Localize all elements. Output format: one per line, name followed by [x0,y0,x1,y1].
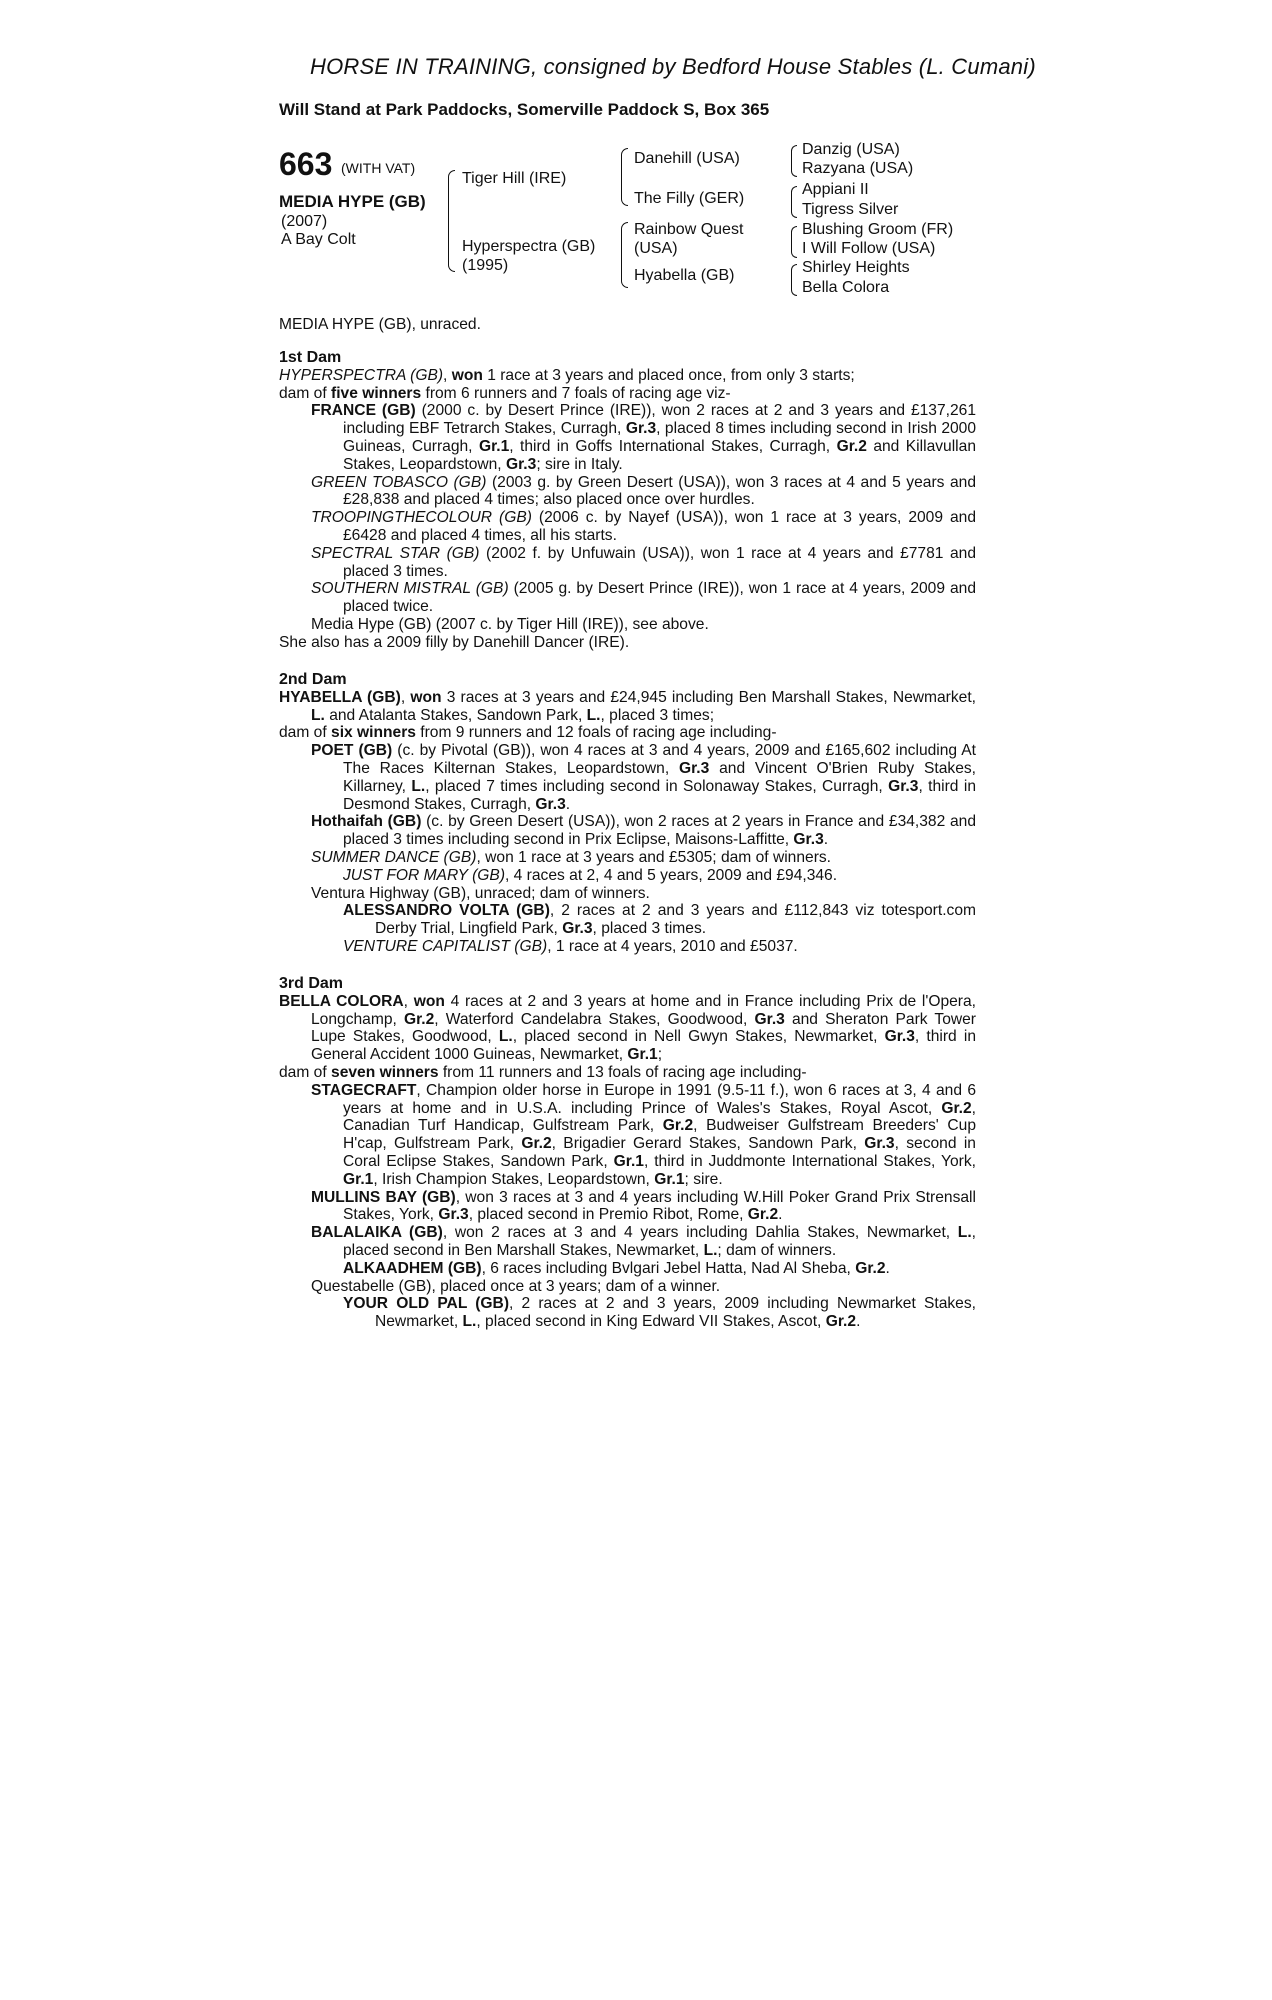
grade-label: Gr.2 [825,1313,857,1331]
pedigree-brace [791,264,797,296]
produce-name: Hothaifah (GB) [311,813,422,831]
produce-text: , won 3 races at 3 and 4 years including W.Hill Poker Grand Prix Strensall Stakes, York, [343,1188,976,1224]
grand-produce-entry [279,867,976,885]
listed-label: L. [586,706,601,724]
grade-label: Gr.2 [836,437,867,455]
produce-text: , Irish Champion Stakes, Leopardstown, [373,1170,655,1188]
dam-name: HYABELLA (GB) [279,688,401,706]
produce-text: (c. by Pivotal (GB)), won 4 races at 3 and 4 years, 2009 and £165,602 including At The Races Kilternan Stakes, Leopardstown, [343,742,976,777]
produce-entry: Ventura Highway (GB), unraced; dam of winners. [311,884,650,902]
dam-record: BELLA COLORA, won 4 races at 2 and 3 years at home and in France including Prix de l'Opera, Longchamp, Gr.2, Waterford Candelabra Stakes, Goodwood, Gr.3 and Sheraton Park Tower Lupe Stakes, Goodwood, L., placed second in Nell Gwyn Stakes, Newmarket, Gr.3, third in General Accident 1000 Guineas, Newmarket, Gr.1; [279,992,977,1064]
grand-produce-entry [279,938,976,956]
produce-text: , placed second in Ben Marshall Stakes, Newmarket, [343,1224,976,1259]
produce-text: ; sire in Italy. [536,455,623,473]
pedigree-sire: Tiger Hill (IRE) [462,170,567,187]
pedigree-ssd: Razyana (USA) [802,160,914,177]
produce-text: ; dam of winners. [717,1241,837,1259]
produce-entry [279,1082,976,1189]
grade-label: Gr.1 [613,1152,644,1170]
produce-text: , 6 races including Bvlgari Jebel Hatta, Nad Al Sheba, [481,1259,856,1277]
produce-name: VENTURE CAPITALIST (GB) [343,937,548,955]
produce-name: SUMMER DANCE (GB) [311,848,477,866]
pedigree-brace [791,226,797,258]
dam-produce-summary [279,1064,976,1082]
dam-record: HYABELLA (GB), won 3 races at 3 years and £24,945 including Ben Marshall Stakes, Newmarket, L. and Atalanta Stakes, Sandown Park, L., placed 3 times; [279,688,977,724]
produce-text: (2003 g. by Green Desert (USA)), won 3 races at 4 and 5 years and £28,838 and placed 4 times; also placed once over hurdles. [343,473,976,509]
won-label: won [413,992,445,1010]
runners-text: from 11 runners and 13 foals of racing age including- [438,1063,807,1081]
produce-entry [279,474,976,510]
pedigree-dss: Blushing Groom (FR) [802,221,954,238]
grade-label: Gr.3 [562,920,593,938]
dam-record-text: , placed 3 times; [600,706,715,724]
extra-produce-note: She also has a 2009 filly by Danehill Dancer (IRE). [279,633,630,651]
horse-year: (2007) [281,213,328,230]
produce-name: BALALAIKA (GB) [311,1224,443,1242]
winners-count: seven winners [331,1063,439,1081]
produce-name: POET (GB) [311,742,393,760]
pedigree-dds: Shirley Heights [802,259,910,276]
dam-record-text: 1 race at 3 years and placed once, from only 3 starts; [482,366,855,384]
produce-text: , Brigadier Gerard Stakes, Sandown Park, [551,1135,865,1153]
produce-text: , 2 races at 2 and 3 years and £112,843 viz totesport.com Derby Trial, Lingfield Park, [375,902,976,938]
produce-name: SOUTHERN MISTRAL (GB) [311,580,509,598]
grade-label: Gr.3 [793,831,824,849]
produce-text: , placed second in King Edward VII Stakes, Ascot, [476,1313,826,1331]
produce-text: ; sire. [684,1170,723,1188]
dam-record-text: , third in General Accident 1000 Guineas, Newmarket, [311,1028,977,1064]
produce-text: (2005 g. by Desert Prince (IRE)), won 1 race at 4 years, 2009 and placed twice. [343,580,976,616]
produce-name: YOUR OLD PAL (GB) [343,1295,510,1313]
produce-name: GREEN TOBASCO (GB) [311,473,487,491]
runners-text: from 6 runners and 7 foals of racing age viz- [421,384,731,402]
produce-text: (2002 f. by Unfuwain (USA)), won 1 race at 4 years and £7781 and placed 3 times. [343,544,976,580]
grade-label: Gr.1 [654,1170,685,1188]
produce-text: , third in Desmond Stakes, Curragh, [343,777,976,813]
first-dam-section [279,349,976,652]
produce-text: . [778,1206,783,1224]
grade-label: Gr.2 [747,1206,779,1224]
pedigree-sire-sire: Danehill (USA) [634,150,740,167]
dam-record-text: and Atalanta Stakes, Sandown Park, [324,706,587,724]
produce-text: . [565,795,571,813]
pedigree-dam-sire-country: (USA) [634,240,678,257]
produce-text: , 1 race at 4 years, 2010 and £5037. [547,937,798,955]
grade-label: Gr.1 [627,1046,658,1064]
dam-record-text: , Waterford Candelabra Stakes, Goodwood, [434,1010,755,1028]
horse-description: A Bay Colt [281,231,356,248]
produce-name: MULLINS BAY (GB) [311,1188,456,1206]
pedigree-brace [621,222,628,288]
produce-text: . [885,1259,890,1277]
second-dam-section [279,671,976,956]
grade-label: Gr.3 [754,1010,785,1028]
pedigree-dam: Hyperspectra (GB) [462,238,596,255]
pedigree-dam-dam: Hyabella (GB) [634,267,735,284]
produce-entry [279,1189,976,1225]
grade-label: Gr.2 [855,1259,886,1277]
grade-label: Gr.3 [535,795,566,813]
grade-label: Gr.2 [403,1010,435,1028]
produce-name: ALKAADHEM (GB) [343,1259,482,1277]
dam-of-label: dam of [279,724,332,742]
produce-entry: Media Hype (GB) (2007 c. by Tiger Hill (IRE)), see above. [311,615,709,633]
vat-label: (WITH VAT) [341,160,416,176]
pedigree-brace [621,148,628,206]
grand-produce-entry [279,1295,976,1331]
grade-label: Gr.3 [864,1135,895,1153]
unraced-summary: MEDIA HYPE (GB), unraced. [279,316,481,333]
produce-text: , 2 races at 2 and 3 years, 2009 including Newmarket Stakes, Newmarket, [375,1295,976,1331]
pedigree-dam-year: (1995) [462,257,509,274]
produce-text: , won 1 race at 3 years and £5305; dam of winners. [476,848,832,866]
produce-entry [279,1224,976,1260]
listed-label: L. [462,1313,477,1331]
pedigree-brace [448,170,455,272]
grade-label: Gr.3 [884,1028,915,1046]
listed-label: L. [498,1028,513,1046]
produce-text: , second in Coral Eclipse Stakes, Sandown Park, [343,1135,976,1170]
produce-name: TROOPINGTHECOLOUR (GB) [311,509,532,527]
produce-name: JUST FOR MARY (GB) [343,866,506,884]
produce-name: FRANCE (GB) [311,402,416,420]
runners-text: from 9 runners and 12 foals of racing age including- [415,724,777,742]
section-title: 1st Dam [279,349,342,366]
produce-text: and Killavullan Stakes, Leopardstown, [343,437,976,473]
consignor-heading: HORSE IN TRAINING, consigned by Bedford House Stables (L. Cumani) [310,54,1036,79]
section-title: 3rd Dam [279,975,344,992]
grade-label: Gr.2 [662,1117,694,1135]
pedigree-sire-dam: The Filly (GER) [634,190,745,207]
third-dam-section [279,975,976,1331]
produce-name: ALESSANDRO VOLTA (GB) [343,902,550,920]
produce-text: (2006 c. by Nayef (USA)), won 1 race at 3 years, 2009 and £6428 and placed 4 times, all his starts. [343,509,976,544]
produce-text: , placed second in Premio Ribot, Rome, [468,1206,748,1224]
listed-label: L. [411,777,426,795]
won-label: won [451,366,483,384]
produce-text: . [856,1313,861,1331]
produce-text: , won 2 races at 3 and 4 years including Dahlia Stakes, Newmarket, [442,1224,958,1242]
produce-name: SPECTRAL STAR (GB) [311,544,480,562]
produce-text: (c. by Green Desert (USA)), won 2 races at 2 years in France and £34,382 and placed 3 times including second in Prix Eclipse, Maisons-Laffitte, [343,813,976,849]
produce-text: , Budweiser Gulfstream Breeders' Cup H'cap, Gulfstream Park, [343,1117,976,1153]
winners-count: five winners [331,384,422,402]
pedigree-dam-sire: Rainbow Quest [634,221,744,238]
produce-text: , Canadian Turf Handicap, Gulfstream Park, [343,1099,976,1135]
grade-label: Gr.3 [888,777,919,795]
produce-entry [279,742,976,813]
listed-label: L. [703,1241,718,1259]
dam-record-text: 3 races at 3 years and £24,945 including Ben Marshall Stakes, Newmarket, [441,688,977,706]
pedigree-sdd: Tigress Silver [802,201,899,218]
lot-number: 663 [279,146,333,182]
produce-text: , placed 7 times including second in Solonaway Stakes, Curragh, [425,777,889,795]
winners-count: six winners [331,724,416,742]
dam-produce-summary [279,724,976,742]
dam-record-text: ; [657,1046,663,1064]
produce-text: . [823,831,829,849]
produce-text: , placed 8 times including second in Irish 2000 Guineas, Curragh, [343,420,977,455]
dam-record-text: 4 races at 2 and 3 years at home and in France including Prix de l'Opera, Longchamp, [311,992,976,1028]
grade-label: Gr.1 [478,437,510,455]
listed-label: L. [957,1224,972,1242]
produce-name: STAGECRAFT [311,1081,417,1099]
dam-name: BELLA COLORA [279,992,404,1010]
grand-produce-entry [279,1260,976,1278]
produce-text: and Vincent O'Brien Ruby Stakes, Killarney, [343,759,976,795]
grade-label: Gr.2 [521,1135,552,1153]
dam-record-text: and Sheraton Park Tower Lupe Stakes, Goodwood, [311,1010,977,1046]
produce-entry [279,545,976,581]
grade-label: Gr.2 [941,1099,972,1117]
produce-text: , third in Goffs International Stakes, Curragh, [509,437,837,455]
grade-label: Gr.3 [438,1206,469,1224]
produce-text: , Champion older horse in Europe in 1991 (9.5-11 f.), won 6 races at 3, 4 and 6 years at home and in U.S.A. including Prince of Wales's Stakes, Royal Ascot, [343,1081,976,1117]
grade-label: Gr.1 [343,1170,374,1188]
dam-produce-summary [279,385,976,403]
produce-entry [279,402,976,473]
dam-record: HYPERSPECTRA (GB), won 1 race at 3 years and placed once, from only 3 starts; [279,366,855,384]
dam-record-text: , placed second in Nell Gwyn Stakes, Newmarket, [512,1028,885,1046]
produce-text: (2000 c. by Desert Prince (IRE)), won 2 races at 2 and 3 years and £137,261 including EBF Tetrarch Stakes, Curragh, [343,402,976,438]
produce-entry [279,813,976,849]
produce-entry [279,580,976,616]
pedigree-ddd: Bella Colora [802,279,890,296]
pedigree-brace [791,186,797,218]
won-label: won [410,688,442,706]
pedigree-sss: Danzig (USA) [802,141,900,158]
produce-entry [279,849,976,867]
grade-label: Gr.3 [625,420,657,438]
dam-name: HYPERSPECTRA (GB) [279,366,444,384]
dam-of-label: dam of [279,384,332,402]
produce-entry: Questabelle (GB), placed once at 3 years; dam of a winner. [311,1277,721,1295]
pedigree-brace [791,145,797,177]
listed-label: L. [311,706,325,724]
grade-label: Gr.3 [505,455,537,473]
grade-label: Gr.3 [678,759,710,777]
produce-entry [279,509,976,545]
pedigree-dsd: I Will Follow (USA) [802,240,936,257]
horse-name: MEDIA HYPE (GB) [279,192,426,211]
section-title: 2nd Dam [279,671,347,688]
produce-text: , third in Juddmonte International Stakes, York, [643,1152,976,1170]
stand-location: Will Stand at Park Paddocks, Somerville Paddock S, Box 365 [279,100,770,119]
grand-produce-entry [279,902,976,938]
dam-of-label: dam of [279,1063,332,1081]
produce-text: , placed 3 times. [592,920,707,938]
produce-text: , 4 races at 2, 4 and 5 years, 2009 and £94,346. [505,866,838,884]
pedigree-sds: Appiani II [802,181,869,198]
